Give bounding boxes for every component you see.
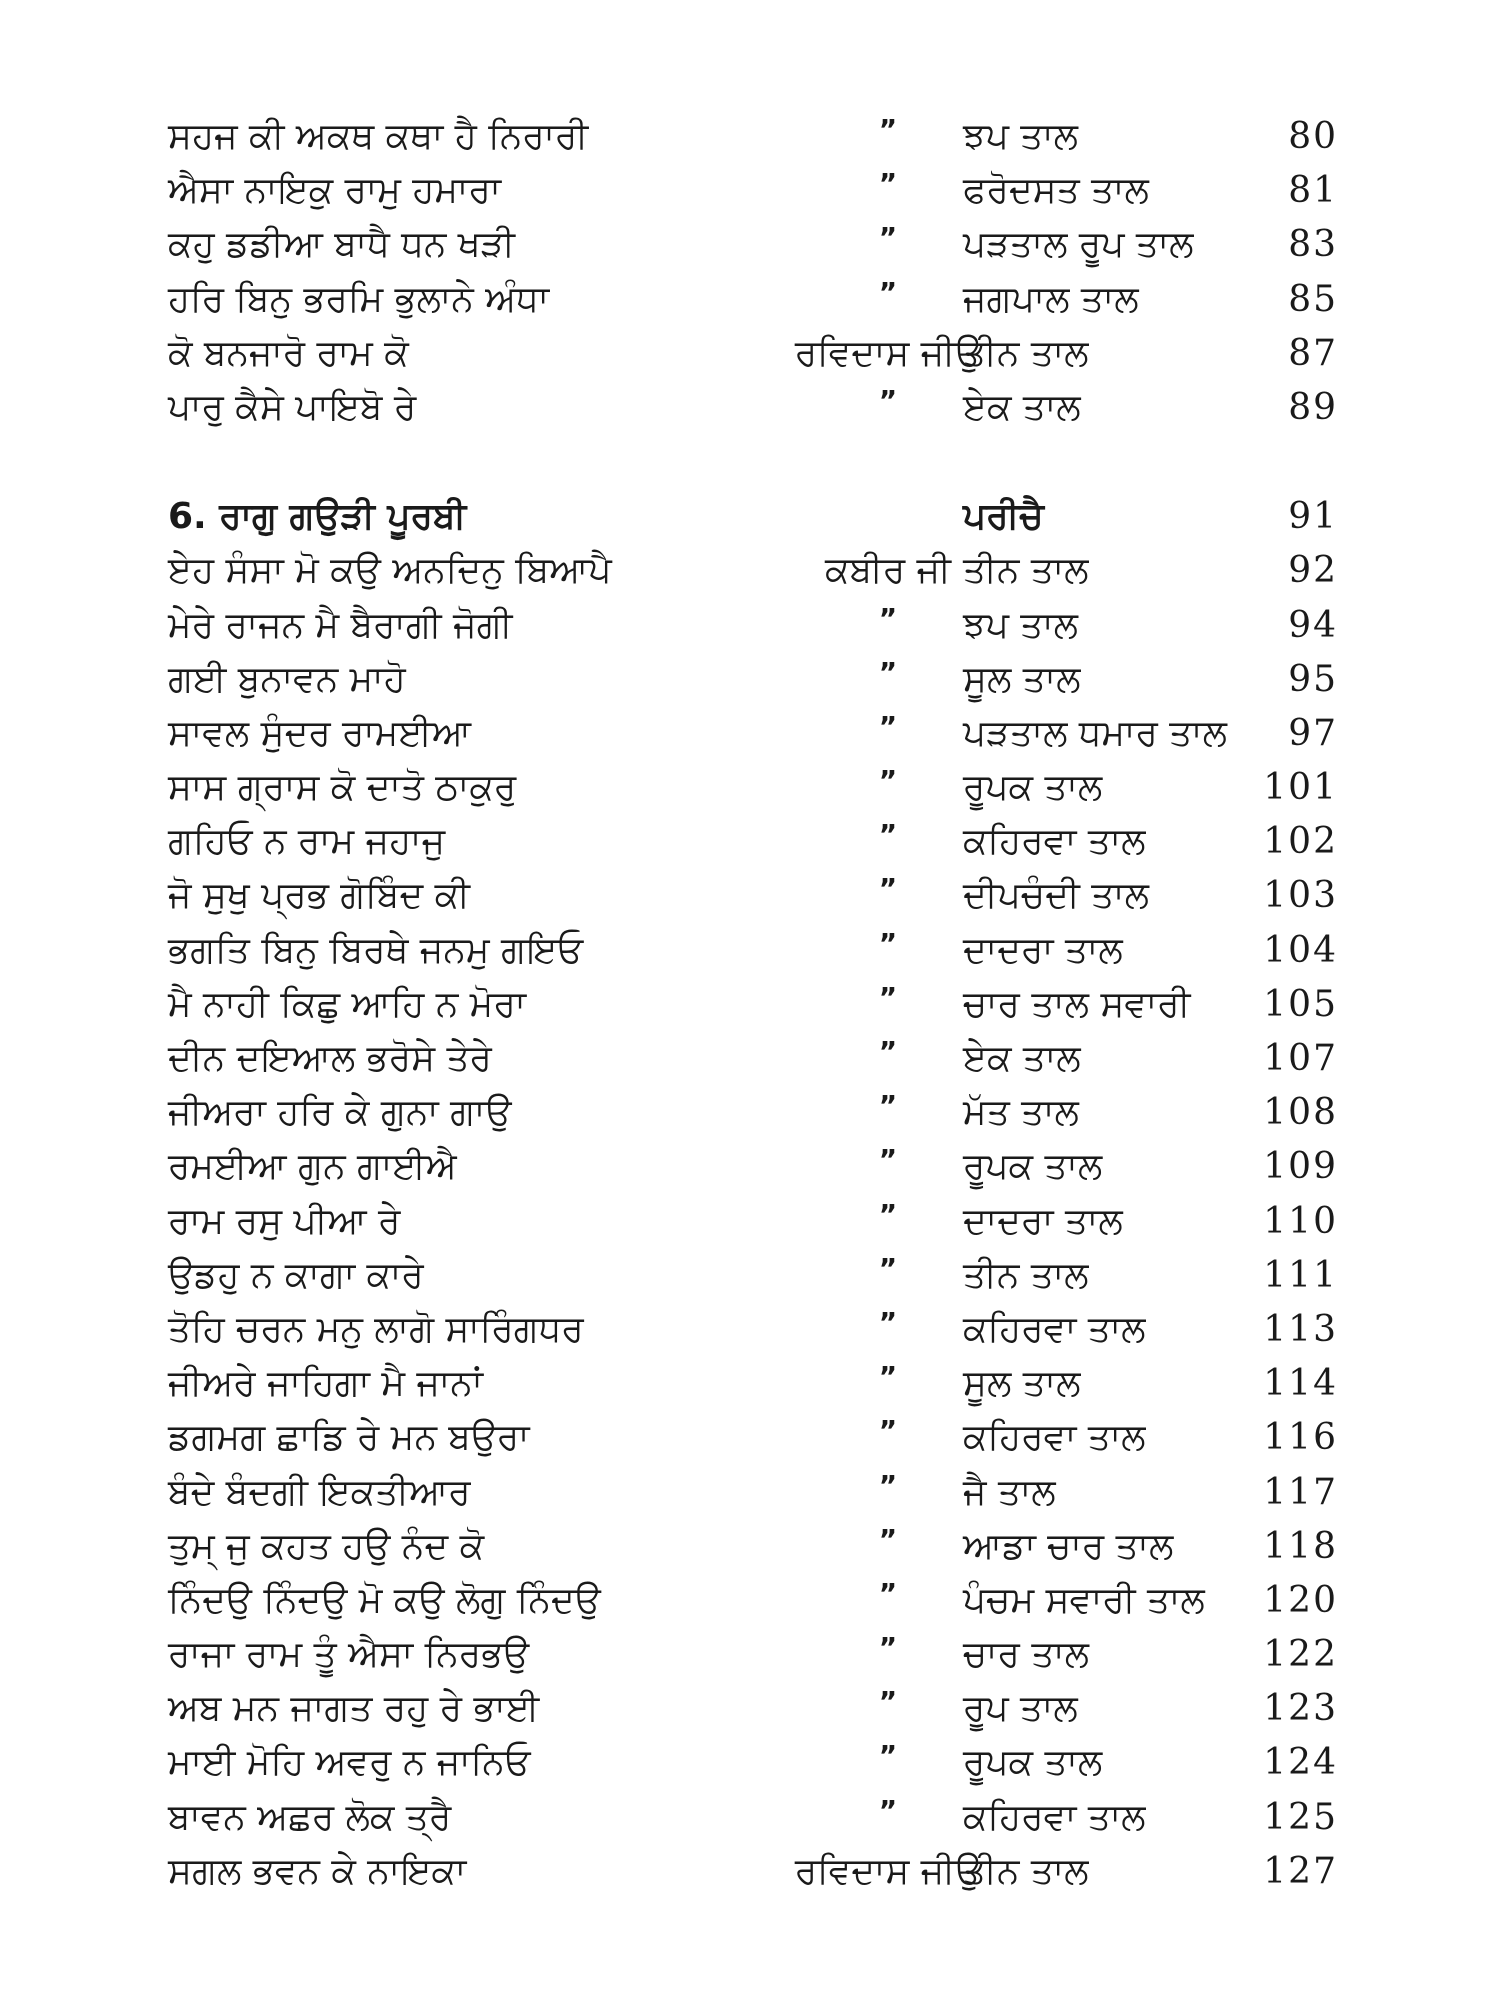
toc-row-page: 108: [1263, 1092, 1338, 1134]
toc-row-author: ”: [878, 926, 898, 960]
toc-row: [168, 1628, 1338, 1682]
toc-row-taal: ਤੀਨ ਤਾਲ: [963, 332, 1089, 374]
toc-row-page: 110: [1263, 1200, 1338, 1242]
toc-row-author: ”: [878, 1631, 898, 1665]
toc-row: [168, 1520, 1338, 1574]
toc-row-title: ਗਈ ਬੁਨਾਵਨ ਮਾਹੋ: [168, 658, 406, 700]
toc-row-author: ”: [878, 601, 898, 635]
toc-row-author: ”: [878, 1414, 898, 1448]
toc-row: [168, 924, 1338, 978]
toc-row-page: 105: [1263, 983, 1338, 1025]
toc-row-page: 116: [1263, 1417, 1338, 1459]
toc-row-author: ”: [878, 1468, 898, 1502]
toc-row-author: ”: [878, 1360, 898, 1394]
toc-row-title: ਅਬ ਮਨ ਜਾਗਤ ਰਹੁ ਰੇ ਭਾਈ: [168, 1688, 540, 1730]
section-heading-page: 91: [1288, 496, 1338, 538]
toc-row-title: ਗਹਿਓ ਨ ਰਾਮ ਜਹਾਜੁ: [168, 821, 446, 863]
toc-row: [168, 1466, 1338, 1520]
toc-row: [168, 381, 1338, 435]
toc-row: [168, 761, 1338, 815]
toc-row-page: 101: [1263, 767, 1338, 809]
toc-row-page: 117: [1263, 1471, 1338, 1513]
toc-row: [168, 164, 1338, 218]
toc-section-b: [168, 544, 1338, 1899]
toc-row: [168, 1411, 1338, 1465]
toc-row-title: ਏਹ ਸੰਸਾ ਮੋ ਕਉ ਅਨਦਿਨੁ ਬਿਆਪੈ: [168, 550, 612, 592]
toc-row-title: ਭਗਤਿ ਬਿਨੁ ਬਿਰਥੇ ਜਨਮੁ ਗਇਓ: [168, 929, 584, 971]
toc-row: [168, 1791, 1338, 1845]
toc-row-author: ”: [878, 709, 898, 743]
toc-row-page: 107: [1263, 1038, 1338, 1079]
toc-row-title: ਰਾਜਾ ਰਾਮ ਤੂੰ ਐਸਾ ਨਿਰਭਉ: [168, 1634, 530, 1676]
toc-row-author: ”: [878, 221, 898, 255]
toc-row: [168, 1140, 1338, 1194]
toc-row-taal: ਪੜਤਾਲ ਧਮਾਰ ਤਾਲ: [963, 712, 1227, 754]
toc-row-author: ”: [878, 113, 898, 146]
toc-row-page: 89: [1288, 386, 1338, 428]
toc-row-taal: ਚਾਰ ਤਾਲ: [963, 1634, 1089, 1676]
toc-row-taal: ਫਰੋਦਸਤ ਤਾਲ: [963, 170, 1149, 212]
toc-row: [168, 1303, 1338, 1357]
toc-row-author: ”: [878, 1089, 898, 1123]
toc-row-author: ”: [878, 275, 898, 309]
toc-row-title: ਕਹੁ ਡਡੀਆ ਬਾਧੈ ਧਨ ਖੜੀ: [168, 224, 516, 266]
toc-section-a: [168, 110, 1338, 435]
toc-row-page: 104: [1263, 929, 1338, 971]
toc-row-taal: ਜੈ ਤਾਲ: [963, 1471, 1056, 1513]
section-gap: [168, 435, 1338, 490]
toc-row: [168, 1357, 1338, 1411]
section-heading-title: 6. ਰਾਗੁ ਗਉੜੀ ਪੂਰਬੀ: [168, 496, 467, 538]
toc-row-author: ”: [878, 764, 898, 798]
toc-row-page: 102: [1263, 821, 1338, 863]
table-of-contents: [168, 110, 1338, 1899]
toc-row-title: ਮੈ ਨਾਹੀ ਕਿਛੁ ਆਹਿ ਨ ਮੋਰਾ: [168, 983, 527, 1025]
toc-row-title: ਸਾਸ ਗ੍ਰਾਸ ਕੋ ਦਾਤੋ ਠਾਕੁਰੁ: [168, 767, 517, 809]
toc-row-page: 87: [1288, 332, 1338, 374]
toc-row-taal: ਤੀਨ ਤਾਲ: [963, 1850, 1089, 1892]
toc-row-title: ਜੋ ਸੁਖੁ ਪ੍ਰਭ ਗੋਬਿੰਦ ਕੀ: [168, 875, 471, 917]
toc-row: [168, 653, 1338, 707]
toc-row-author: ”: [878, 1793, 898, 1827]
toc-row-author: ”: [878, 1035, 898, 1068]
toc-row-title: ਜੀਅਰੇ ਜਾਹਿਗਾ ਮੈ ਜਾਨਾਂ: [168, 1363, 483, 1405]
toc-row: [168, 707, 1338, 761]
toc-row: [168, 1032, 1338, 1086]
toc-row-taal: ਦਾਦਰਾ ਤਾਲ: [963, 929, 1123, 971]
toc-row-title: ਮੇਰੇ ਰਾਜਨ ਮੈ ਬੈਰਾਗੀ ਜੋਗੀ: [168, 604, 513, 646]
toc-row-title: ਪਾਰੁ ਕੈਸੇ ਪਾਇਬੋ ਰੇ: [168, 386, 417, 428]
toc-row-title: ਤੁਮ੍ ਜੁ ਕਹਤ ਹਉ ਨੰਦ ਕੋ: [168, 1525, 485, 1567]
toc-row-title: ਨਿੰਦਉ ਨਿੰਦਉ ਮੋ ਕਉ ਲੋਗੁ ਨਿੰਦਉ: [168, 1579, 601, 1621]
toc-row-author: ”: [878, 1251, 898, 1285]
toc-row-title: ਤੋਹਿ ਚਰਨ ਮਨੁ ਲਾਗੋ ਸਾਰਿੰਗਧਰ: [168, 1308, 584, 1350]
toc-row-title: ਕੋ ਬਨਜਾਰੋ ਰਾਮ ਕੋ: [168, 332, 409, 374]
toc-row-taal: ਪੜਤਾਲ ਰੂਪ ਤਾਲ: [963, 224, 1194, 266]
toc-row-title: ਬੰਦੇ ਬੰਦਗੀ ਇਕਤੀਆਰ: [168, 1471, 471, 1513]
toc-row: [168, 327, 1338, 381]
toc-row-title: ਰਮਈਆ ਗੁਨ ਗਾਈਐ: [168, 1146, 457, 1188]
toc-row-author: ”: [878, 1197, 898, 1231]
toc-row-taal: ਸੂਲ ਤਾਲ: [963, 658, 1081, 700]
toc-row-page: 120: [1263, 1579, 1338, 1621]
toc-row-author: ”: [878, 980, 898, 1014]
toc-row-page: 109: [1263, 1146, 1338, 1188]
toc-row-page: 122: [1263, 1634, 1338, 1676]
toc-row-page: 92: [1288, 550, 1338, 592]
toc-row-taal: ਆਡਾ ਚਾਰ ਤਾਲ: [963, 1525, 1174, 1567]
toc-row-taal: ਏਕ ਤਾਲ: [963, 1038, 1081, 1079]
toc-row-author: ”: [878, 1739, 898, 1773]
toc-row-taal: ਝਪ ਤਾਲ: [963, 116, 1078, 157]
toc-row-page: 81: [1288, 170, 1338, 212]
toc-row-taal: ਰੂਪਕ ਤਾਲ: [963, 1742, 1103, 1784]
toc-row-taal: ਕਹਿਰਵਾ ਤਾਲ: [963, 1417, 1146, 1459]
toc-row-title: ਐਸਾ ਨਾਇਕੁ ਰਾਮੁ ਹਮਾਰਾ: [168, 170, 502, 212]
toc-row-taal: ਸੂਲ ਤਾਲ: [963, 1363, 1081, 1405]
toc-row-page: 124: [1263, 1742, 1338, 1784]
toc-row-page: 123: [1263, 1688, 1338, 1730]
toc-row-author: ਕਬੀਰ ਜੀ: [825, 550, 951, 592]
toc-row-taal: ਕਹਿਰਵਾ ਤਾਲ: [963, 1308, 1146, 1350]
toc-row: [168, 1682, 1338, 1736]
toc-row-author: ਰਵਿਦਾਸ ਜੀਉ: [794, 332, 982, 374]
toc-row-title: ਹਰਿ ਬਿਨੁ ਭਰਮਿ ਭੁਲਾਨੇ ਅੰਧਾ: [168, 278, 550, 320]
toc-row: [168, 1086, 1338, 1140]
toc-row: [168, 1845, 1338, 1899]
toc-row-taal: ਜਗਪਾਲ ਤਾਲ: [963, 278, 1139, 320]
toc-row-author: ”: [878, 818, 898, 852]
toc-row: [168, 544, 1338, 598]
toc-row-title: ਜੀਅਰਾ ਹਰਿ ਕੇ ਗੁਨਾ ਗਾਉ: [168, 1092, 512, 1134]
toc-row-taal: ਕਹਿਰਵਾ ਤਾਲ: [963, 1796, 1146, 1838]
toc-row-author: ”: [878, 1522, 898, 1556]
toc-row-title: ਸਗਲ ਭਵਨ ਕੇ ਨਾਇਕਾ: [168, 1850, 467, 1892]
toc-row-page: 127: [1263, 1850, 1338, 1892]
toc-row-author: ”: [878, 1143, 898, 1177]
toc-row-taal: ਮੱਤ ਤਾਲ: [963, 1092, 1079, 1134]
toc-row-taal: ਤੀਨ ਤਾਲ: [963, 1254, 1089, 1296]
toc-row-taal: ਪੰਚਮ ਸਵਾਰੀ ਤਾਲ: [963, 1579, 1205, 1621]
toc-row-author: ”: [878, 1576, 898, 1610]
toc-row-title: ਬਾਵਨ ਅਛਰ ਲੋਕ ਤ੍ਰੈ: [168, 1796, 452, 1838]
toc-row: [168, 599, 1338, 653]
toc-row-author: ਰਵਿਦਾਸ ਜੀਉ: [794, 1850, 982, 1892]
toc-row: [168, 1249, 1338, 1303]
toc-row-page: 125: [1263, 1796, 1338, 1838]
toc-row: [168, 815, 1338, 869]
toc-row-page: 94: [1288, 604, 1338, 646]
toc-row: [168, 273, 1338, 327]
toc-row-taal: ਰੂਪ ਤਾਲ: [963, 1688, 1078, 1730]
toc-row: [168, 869, 1338, 923]
toc-row-taal: ਕਹਿਰਵਾ ਤਾਲ: [963, 821, 1146, 863]
toc-row-taal: ਦਾਦਰਾ ਤਾਲ: [963, 1200, 1123, 1242]
toc-row-taal: ਦੀਪਚੰਦੀ ਤਾਲ: [963, 875, 1149, 917]
toc-row-page: 118: [1263, 1525, 1338, 1567]
section-heading-taal: ਪਰੀਚੈ: [963, 496, 1044, 538]
toc-row: [168, 1574, 1338, 1628]
toc-row-author: ”: [878, 1305, 898, 1339]
toc-row-author: ”: [878, 655, 898, 689]
toc-row: [168, 218, 1338, 272]
toc-row-page: 85: [1288, 278, 1338, 320]
toc-row-author: ”: [878, 1685, 898, 1719]
toc-row: [168, 1195, 1338, 1249]
toc-row-taal: ਤੀਨ ਤਾਲ: [963, 550, 1089, 592]
toc-row-taal: ਏਕ ਤਾਲ: [963, 386, 1081, 428]
toc-row-page: 113: [1263, 1308, 1338, 1350]
toc-row: [168, 1736, 1338, 1790]
toc-row-page: 83: [1288, 224, 1338, 266]
toc-row: [168, 110, 1338, 164]
toc-row-author: ”: [878, 383, 898, 417]
toc-row-title: ਸਾਵਲ ਸੁੰਦਰ ਰਾਮਈਆ: [168, 712, 472, 754]
toc-row-author: ”: [878, 167, 898, 201]
toc-row-page: 114: [1263, 1363, 1338, 1405]
toc-row-taal: ਰੂਪਕ ਤਾਲ: [963, 767, 1103, 809]
toc-row-title: ਡਗਮਗ ਛਾਡਿ ਰੇ ਮਨ ਬਉਰਾ: [168, 1417, 530, 1459]
toc-row-title: ਰਾਮ ਰਸੁ ਪੀਆ ਰੇ: [168, 1200, 401, 1242]
toc-row: [168, 978, 1338, 1032]
toc-row-title: ਦੀਨ ਦਇਆਲ ਭਰੋਸੇ ਤੇਰੇ: [168, 1038, 492, 1079]
toc-row-taal: ਝਪ ਤਾਲ: [963, 604, 1078, 646]
toc-row-taal: ਰੂਪਕ ਤਾਲ: [963, 1146, 1103, 1188]
toc-row-page: 103: [1263, 875, 1338, 917]
section-heading: [168, 490, 1338, 544]
toc-row-title: ਸਹਜ ਕੀ ਅਕਥ ਕਥਾ ਹੈ ਨਿਰਾਰੀ: [168, 116, 589, 157]
toc-row-page: 95: [1288, 658, 1338, 700]
toc-row-author: ”: [878, 872, 898, 906]
toc-row-title: ਮਾਈ ਮੋਹਿ ਅਵਰੁ ਨ ਜਾਨਿਓ: [168, 1742, 531, 1784]
toc-row-page: 111: [1263, 1254, 1338, 1296]
toc-row-page: 97: [1288, 712, 1338, 754]
toc-row-page: 80: [1288, 116, 1338, 157]
toc-row-taal: ਚਾਰ ਤਾਲ ਸਵਾਰੀ: [963, 983, 1191, 1025]
toc-row-title: ਉਡਹੁ ਨ ਕਾਗਾ ਕਾਰੇ: [168, 1254, 424, 1296]
